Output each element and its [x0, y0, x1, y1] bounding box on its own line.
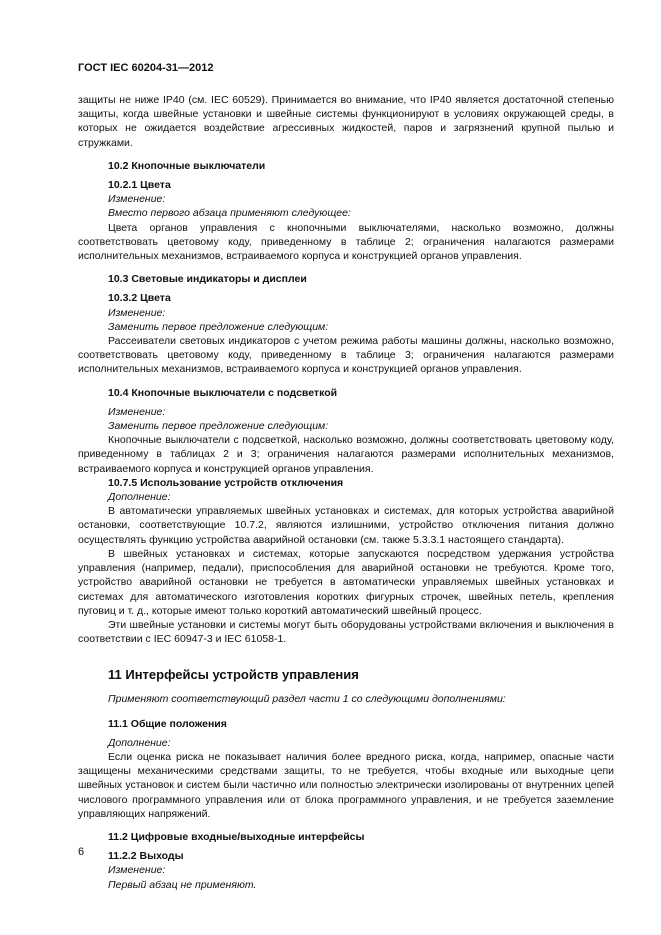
- body-paragraph: Эти швейные установки и системы могут быть оборудованы устройствами включения и выключения в соответствии с IEC 60947-3 и IEC 61058-1.: [78, 618, 614, 646]
- section-heading: 10.2 Кнопочные выключатели: [108, 159, 266, 172]
- change-label: Изменение:: [108, 405, 166, 418]
- chapter-heading: 11 Интерфейсы устройств управления: [108, 667, 359, 683]
- body-paragraph: Кнопочные выключатели с подсветкой, насколько возможно, должны соответствовать цветовому коду, приведенному в таблицах 2 и 3; ограничения налагаются размерами исполнительных механизмов, встраиваемого корпуса и конструкцией органов управления.: [78, 434, 614, 475]
- change-label: Изменение:: [108, 193, 166, 206]
- subsection-heading: 10.7.5 Использование устройств отключения: [108, 476, 344, 489]
- change-label: Изменение:: [108, 864, 166, 877]
- subsection-heading: 11.2.2 Выходы: [108, 850, 184, 863]
- section-heading: 10.3 Световые индикаторы и дисплеи: [108, 273, 307, 286]
- change-label: Изменение:: [108, 306, 166, 319]
- body-paragraph: В автоматически управляемых швейных установках и системах, для которых устройства аварийной остановки, соответствующие 10.7.2, являются излишними, устройство отключения питания должно осуществлять функцию устройства аварийной остановки (см. также 5.3.3.1 настоящего стандарта).: [78, 505, 614, 546]
- subsection-heading: 10.2.1 Цвета: [108, 179, 171, 192]
- instruction-text: Заменить первое предложение следующим:: [108, 320, 329, 333]
- addition-label: Дополнение:: [108, 491, 171, 504]
- body-paragraph: В швейных установках и системах, которые запускаются посредством удержания устройства управления (например, педали), приспособления для аварийной остановки не требуются. Кроме того, устройство аварийной остановки не требуется в автоматически управляемых швейных установках и системах для автоматического изготовления коротких фигурных строчек, швейных петель, крепления пуговиц и т. д., которые имеют только короткий автоматический швейный процесс.: [78, 547, 614, 617]
- addition-label: Дополнение:: [108, 736, 171, 749]
- instruction-text: Применяют соответствующий раздел части 1 со следующими дополнениями:: [108, 693, 506, 706]
- intro-paragraph: защиты не ниже IP40 (см. IEC 60529). Принимается во внимание, что IP40 является достаточной степенью защиты, когда швейные установки и швейные системы функционируют в условиях окружающей среды, в которых не ожидается воздействие агрессивных жидкостей, паров и загрязнений крупной пылью и стружками.: [78, 94, 614, 149]
- body-paragraph: Рассеиватели световых индикаторов с учетом режима работы машины должны, насколько возможно, соответствовать цветовому коду, приведенному в таблице 3; ограничения налагаются размерами исполнительных механизмов, встраиваемого корпуса и конструкцией органов управления.: [78, 335, 614, 376]
- section-heading: 10.4 Кнопочные выключатели с подсветкой: [108, 386, 338, 399]
- document-body: [78, 93, 614, 892]
- document-header: ГОСТ IEC 60204-31—2012: [78, 62, 214, 74]
- instruction-text: Первый абзац не применяют.: [108, 878, 257, 891]
- page-number: 6: [78, 846, 85, 858]
- instruction-text: Вместо первого абзаца применяют следующее:: [108, 207, 351, 220]
- body-paragraph: Если оценка риска не показывает наличия более вредного риска, когда, например, опасные части защищены механическими средствами защиты, то не требуется, чтобы входные или выходные цепи швейных установок и систем были частично или полностью электрически изолированы от внутренних цепей числового программного управления или от блока программного управления, и не требуется заземление управляющих напряжений.: [78, 750, 614, 820]
- body-paragraph: Цвета органов управления с кнопочными выключателями, насколько возможно, должны соответствовать цветовому коду, приведенному в таблице 2; ограничения налагаются размерами исполнительных механизмов, встраиваемого корпуса и конструкцией органов управления.: [78, 221, 614, 263]
- section-heading: 11.2 Цифровые входные/выходные интерфейсы: [108, 830, 365, 843]
- subsection-heading: 10.3.2 Цвета: [108, 292, 171, 305]
- instruction-text: Заменить первое предложение следующим:: [108, 420, 329, 433]
- section-heading: 11.1 Общие положения: [108, 717, 227, 730]
